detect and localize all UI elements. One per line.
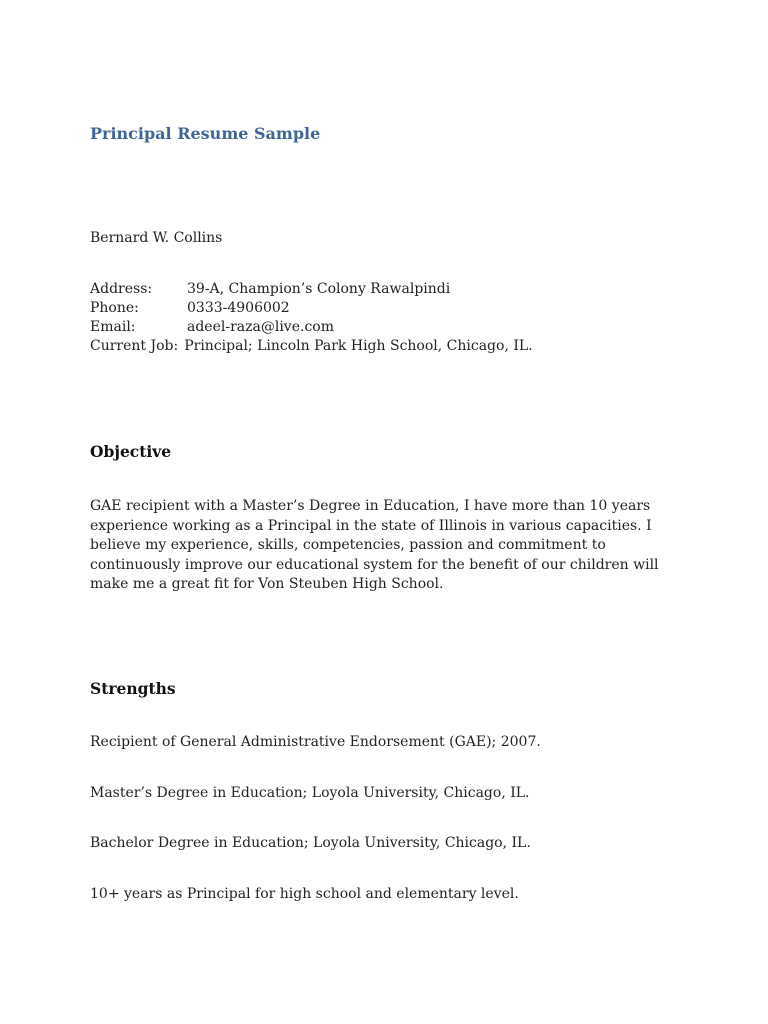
candidate-name: Bernard W. Collins (90, 230, 223, 246)
address-row (90, 280, 533, 299)
objective-heading: Objective (90, 442, 172, 461)
strength-item: Recipient of General Administrative Endorsement (GAE); 2007. (90, 734, 541, 750)
contact-block (90, 280, 533, 356)
phone-row (90, 299, 533, 318)
email-row (90, 318, 533, 337)
email-value: adeel-raza@live.com (187, 319, 334, 335)
strength-item: Bachelor Degree in Education; Loyola University, Chicago, IL. (90, 835, 531, 851)
address-value: 39-A, Champion’s Colony Rawalpindi (187, 281, 451, 297)
phone-label: Phone: (90, 300, 139, 316)
document-title: Principal Resume Sample (90, 124, 321, 143)
strengths-heading: Strengths (90, 679, 176, 698)
strength-item: Master’s Degree in Education; Loyola University, Chicago, IL. (90, 785, 530, 801)
objective-paragraph: GAE recipient with a Master’s Degree in Education, I have more than 10 years experience working as a Principal in the state of Illinois in various capacities. I believe my experience, skills, competencies, passion and commitment to continuously improve our educational system for the benefit of our children will make me a great fit for Von Steuben High School. (90, 498, 659, 593)
current-job-label: Current Job: (90, 338, 179, 354)
email-label: Email: (90, 319, 136, 335)
strength-item: 10+ years as Principal for high school and elementary level. (90, 886, 519, 902)
address-label: Address: (90, 281, 153, 297)
current-job-row (90, 337, 533, 356)
current-job-value: Principal; Lincoln Park High School, Chicago, IL. (184, 338, 533, 354)
phone-value: 0333-4906002 (187, 300, 290, 316)
